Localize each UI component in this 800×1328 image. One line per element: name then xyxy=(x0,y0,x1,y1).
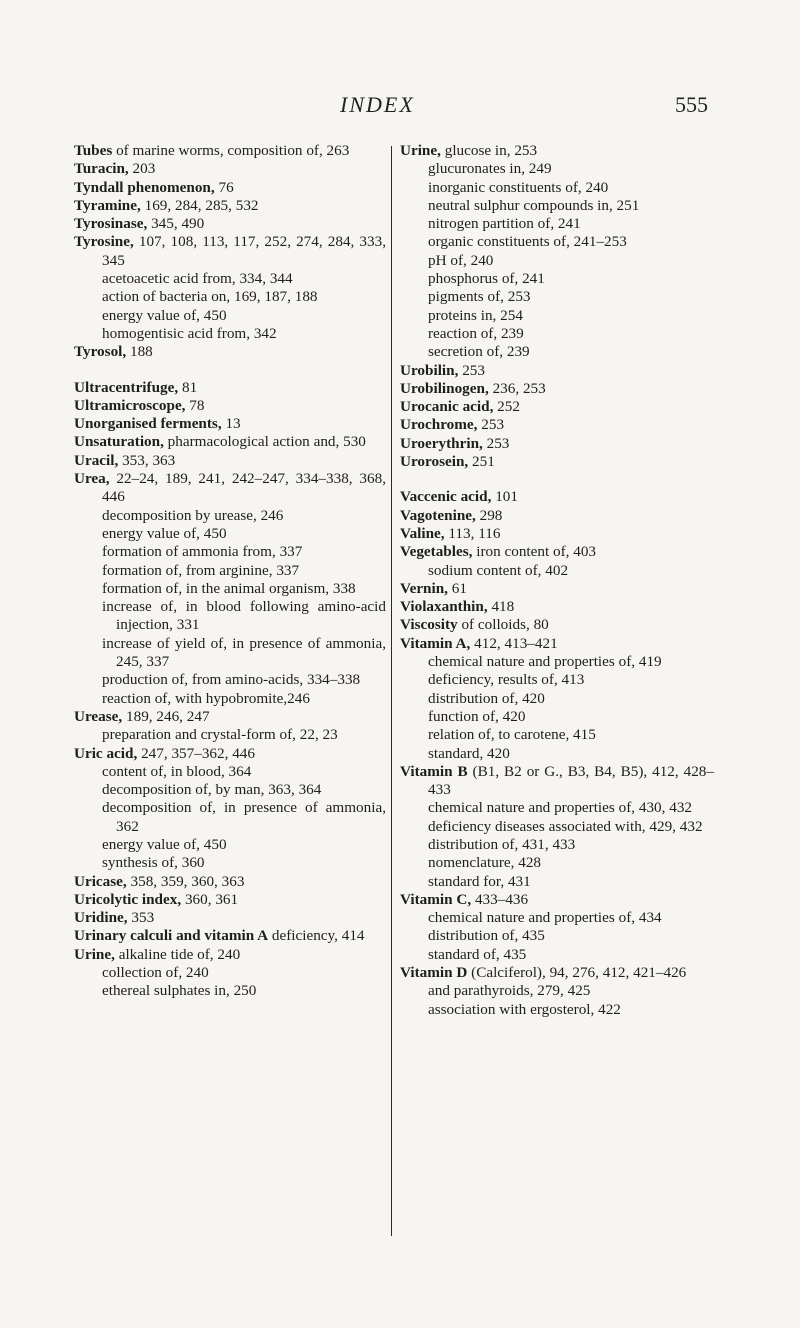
index-entry-pages: 433–436 xyxy=(471,890,529,908)
index-entry xyxy=(74,927,386,945)
index-entry-heading: Viscosity xyxy=(400,616,458,634)
index-subentry-text: action of bacteria on, 169, 187, 188 xyxy=(102,288,318,306)
index-subentry xyxy=(400,818,714,836)
index-subentry-text: standard for, 431 xyxy=(428,872,531,890)
index-subentry xyxy=(400,909,714,927)
index-entry-heading: Vitamin A, xyxy=(400,634,471,652)
index-subentry xyxy=(400,927,714,945)
index-subentry-text: homogentisic acid from, 342 xyxy=(102,324,277,342)
index-subentry-text: secretion of, 239 xyxy=(428,343,530,361)
index-subentry-text: reaction of, with hypobromite,246 xyxy=(102,689,310,707)
index-entry-pages: 113, 116 xyxy=(444,524,501,542)
index-entry-pages: alkaline tide of, 240 xyxy=(114,945,241,963)
index-subentry-text: chemical nature and properties of, 434 xyxy=(428,909,662,927)
index-subentry-text: acetoacetic acid from, 334, 344 xyxy=(102,270,293,288)
index-subentry xyxy=(74,580,386,598)
index-subentry xyxy=(74,690,386,708)
index-entry-heading: Unsaturation, xyxy=(74,433,164,451)
index-entry-pages: 169, 284, 285, 532 xyxy=(140,196,259,214)
index-entry xyxy=(74,452,386,470)
index-entry-pages: 203 xyxy=(128,160,156,178)
index-subentry xyxy=(400,197,714,215)
index-subentry-text: pH of, 240 xyxy=(428,251,494,269)
index-entry-pages: (B1, B2 or G., B3, B4, B5), 412, 428–433 xyxy=(428,762,714,799)
index-subentry-text: association with ergosterol, 422 xyxy=(428,1000,621,1018)
index-subentry xyxy=(400,233,714,251)
index-subentry xyxy=(400,160,714,178)
index-column-right xyxy=(400,142,714,1019)
index-entry xyxy=(74,745,386,763)
index-entry-heading: Urorosein, xyxy=(400,453,469,471)
index-entry-heading: Tyndall phenomenon, xyxy=(74,178,215,196)
section-gap xyxy=(400,471,714,488)
index-subentry-text: synthesis of, 360 xyxy=(102,854,205,872)
index-entry xyxy=(400,380,714,398)
index-subentry xyxy=(74,982,386,1000)
index-entry-heading: Urobilin, xyxy=(400,361,459,379)
index-entry-pages: 360, 361 xyxy=(181,890,239,908)
index-entry xyxy=(74,215,386,233)
index-entry-pages: 251 xyxy=(468,453,495,471)
index-subentry-text: organic constituents of, 241–253 xyxy=(428,233,627,251)
index-subentry xyxy=(74,270,386,288)
index-subentry xyxy=(74,726,386,744)
index-subentry-text: energy value of, 450 xyxy=(102,835,227,853)
index-entry xyxy=(74,873,386,891)
index-entry xyxy=(74,379,386,397)
index-entry-heading: Uridine, xyxy=(74,909,128,927)
index-entry-pages: of marine worms, composition of, 263 xyxy=(112,142,350,159)
column-divider xyxy=(391,146,392,1236)
index-entry xyxy=(74,470,386,507)
index-entry-pages: 353, 363 xyxy=(118,451,176,469)
index-subentry-text: production of, from amino-acids, 334–338 xyxy=(102,671,361,689)
index-subentry-text: increase of yield of, in presence of ammonia, 245, 337 xyxy=(102,634,386,671)
index-entry xyxy=(400,616,714,634)
index-entry xyxy=(74,909,386,927)
index-entry xyxy=(400,635,714,653)
index-subentry-text: neutral sulphur compounds in, 251 xyxy=(428,196,640,214)
index-subentry xyxy=(400,708,714,726)
index-subentry xyxy=(400,836,714,854)
index-subentry-text: pigments of, 253 xyxy=(428,288,531,306)
index-subentry xyxy=(74,635,386,672)
index-subentry xyxy=(400,270,714,288)
index-subentry xyxy=(400,745,714,763)
index-entry-heading: Turacin, xyxy=(74,160,129,178)
index-subentry-text: sodium content of, 402 xyxy=(428,561,569,579)
index-entry-pages: pharmacological action and, 530 xyxy=(163,433,366,451)
index-subentry xyxy=(400,325,714,343)
index-subentry xyxy=(400,653,714,671)
index-entry xyxy=(74,197,386,215)
index-entry-pages: 22–24, 189, 241, 242–247, 334–338, 368, 446 xyxy=(102,470,386,506)
index-entry-pages: 81 xyxy=(178,378,198,396)
index-subentry-text: reaction of, 239 xyxy=(428,324,524,342)
index-subentry xyxy=(400,562,714,580)
index-subentry xyxy=(400,873,714,891)
index-subentry-text: increase of, in blood following amino-acid injection, 331 xyxy=(102,598,386,634)
page-title: INDEX xyxy=(340,92,415,117)
index-subentry-text: relation of, to carotene, 415 xyxy=(428,726,596,744)
index-entry-pages: 61 xyxy=(447,579,467,597)
index-subentry xyxy=(400,252,714,270)
index-subentry-text: inorganic constituents of, 240 xyxy=(428,178,609,196)
index-entry-heading: Vegetables, xyxy=(400,543,473,561)
index-subentry-text: formation of, in the animal organism, 338 xyxy=(102,579,356,597)
index-subentry xyxy=(74,964,386,982)
index-entry-heading: Urochrome, xyxy=(400,416,478,434)
index-subentry-text: formation of ammonia from, 337 xyxy=(102,543,303,561)
index-subentry xyxy=(400,982,714,1000)
index-entry-heading: Urea, xyxy=(74,470,110,488)
index-entry xyxy=(400,580,714,598)
index-entry-heading: Vitamin B xyxy=(400,762,468,780)
page-header xyxy=(0,92,800,122)
index-subentry xyxy=(400,799,714,817)
index-subentry-text: decomposition by urease, 246 xyxy=(102,506,284,524)
index-subentry xyxy=(74,325,386,343)
index-entry xyxy=(400,891,714,909)
index-entry-heading: Tyrosol, xyxy=(74,343,127,361)
index-entry-pages: of colloids, 80 xyxy=(457,616,549,634)
index-entry-pages: 253 xyxy=(458,361,485,379)
index-subentry xyxy=(74,799,386,836)
index-entry-pages: 418 xyxy=(487,598,515,616)
index-entry-heading: Unorganised ferments, xyxy=(74,415,222,433)
index-subentry xyxy=(74,307,386,325)
index-entry-heading: Vitamin C, xyxy=(400,890,472,908)
index-entry-pages: 358, 359, 360, 363 xyxy=(126,872,245,890)
index-entry-heading: Ultracentrifuge, xyxy=(74,378,179,396)
index-entry-pages: 78 xyxy=(185,396,205,414)
index-subentry-text: collection of, 240 xyxy=(102,964,209,982)
index-entry-pages: 353 xyxy=(127,909,155,927)
index-entry xyxy=(74,891,386,909)
index-subentry-text: chemical nature and properties of, 430, 432 xyxy=(428,799,693,817)
index-entry xyxy=(74,160,386,178)
index-entry-heading: Urine, xyxy=(74,945,115,963)
index-entry-pages: 252 xyxy=(493,398,520,416)
index-entry xyxy=(74,343,386,361)
index-subentry-text: nitrogen partition of, 241 xyxy=(428,215,581,233)
index-entry-pages: 345, 490 xyxy=(147,215,205,233)
index-subentry xyxy=(400,671,714,689)
index-subentry xyxy=(400,343,714,361)
index-entry xyxy=(400,525,714,543)
index-entry-pages: 107, 108, 113, 117, 252, 274, 284, 333, 345 xyxy=(102,233,386,269)
index-subentry-text: nomenclature, 428 xyxy=(428,854,542,872)
index-entry-pages: iron content of, 403 xyxy=(472,543,597,561)
index-subentry-text: proteins in, 254 xyxy=(428,306,523,324)
index-column-left xyxy=(74,142,386,1001)
index-subentry-text: and parathyroids, 279, 425 xyxy=(428,982,591,1000)
index-entry-pages: glucose in, 253 xyxy=(440,142,538,159)
index-entry-heading: Valine, xyxy=(400,524,445,542)
index-entry-heading: Urinary calculi and vitamin A xyxy=(74,927,269,945)
index-entry-heading: Violaxanthin, xyxy=(400,598,488,616)
index-subentry-text: function of, 420 xyxy=(428,707,526,725)
index-subentry-text: deficiency diseases associated with, 429, 432 xyxy=(428,817,703,835)
index-entry-pages: 101 xyxy=(491,488,518,506)
index-subentry xyxy=(400,690,714,708)
index-entry xyxy=(400,507,714,525)
index-subentry-text: distribution of, 435 xyxy=(428,927,545,945)
index-entry xyxy=(400,488,714,506)
index-entry-heading: Tubes xyxy=(74,142,113,159)
index-subentry-text: phosphorus of, 241 xyxy=(428,270,545,288)
index-entry-heading: Vernin, xyxy=(400,579,448,597)
index-subentry-text: deficiency, results of, 413 xyxy=(428,671,585,689)
index-subentry xyxy=(400,288,714,306)
index-entry-heading: Uricolytic index, xyxy=(74,890,182,908)
index-entry-heading: Vitamin D xyxy=(400,964,468,982)
index-entry-pages: 247, 357–362, 446 xyxy=(137,744,255,762)
index-entry-pages: 236, 253 xyxy=(488,379,546,397)
index-entry xyxy=(400,142,714,160)
index-subentry xyxy=(400,215,714,233)
index-subentry-text: decomposition of, in presence of ammonia, 362 xyxy=(102,799,386,835)
index-entry-pages: 298 xyxy=(475,506,503,524)
index-entry xyxy=(400,598,714,616)
index-entry xyxy=(74,708,386,726)
index-entry-heading: Vaccenic acid, xyxy=(400,488,492,506)
index-entry-pages: 412, 413–421 xyxy=(470,634,558,652)
index-subentry-text: distribution of, 420 xyxy=(428,689,545,707)
index-subentry xyxy=(74,543,386,561)
index-subentry xyxy=(74,854,386,872)
index-subentry-text: formation of, from arginine, 337 xyxy=(102,561,300,579)
index-subentry-text: decomposition of, by man, 363, 364 xyxy=(102,781,322,799)
index-entry-heading: Tyrosine, xyxy=(74,233,134,251)
index-entry-heading: Uric acid, xyxy=(74,744,138,762)
index-entry-pages: 253 xyxy=(477,416,505,434)
index-entry-pages: 13 xyxy=(221,415,241,433)
index-entry xyxy=(400,543,714,561)
index-entry-heading: Urocanic acid, xyxy=(400,398,494,416)
index-subentry xyxy=(400,1001,714,1019)
index-subentry xyxy=(74,525,386,543)
index-subentry xyxy=(400,726,714,744)
index-subentry xyxy=(74,671,386,689)
index-entry xyxy=(74,397,386,415)
index-entry xyxy=(400,435,714,453)
index-subentry-text: ethereal sulphates in, 250 xyxy=(102,982,257,1000)
index-entry-pages: (Calciferol), 94, 276, 412, 421–426 xyxy=(467,964,687,982)
index-entry xyxy=(400,416,714,434)
index-entry-pages: 189, 246, 247 xyxy=(122,707,210,725)
index-subentry-text: standard of, 435 xyxy=(428,945,527,963)
index-entry-heading: Urobilinogen, xyxy=(400,379,489,397)
index-subentry-text: energy value of, 450 xyxy=(102,306,227,324)
index-entry xyxy=(74,946,386,964)
index-entry-heading: Uracil, xyxy=(74,451,119,469)
index-entry-pages: 253 xyxy=(482,434,510,452)
index-entry xyxy=(400,964,714,982)
index-entry xyxy=(74,179,386,197)
index-subentry xyxy=(74,763,386,781)
index-subentry xyxy=(400,946,714,964)
index-entry-heading: Tyramine, xyxy=(74,196,141,214)
index-subentry-text: distribution of, 431, 433 xyxy=(428,835,576,853)
index-entry-heading: Vagotenine, xyxy=(400,506,476,524)
index-subentry-text: chemical nature and properties of, 419 xyxy=(428,653,662,671)
index-entry-pages: 76 xyxy=(214,178,234,196)
index-subentry-text: energy value of, 450 xyxy=(102,524,227,542)
index-subentry-text: glucuronates in, 249 xyxy=(428,160,552,178)
index-subentry xyxy=(400,854,714,872)
index-subentry xyxy=(74,781,386,799)
index-subentry xyxy=(74,562,386,580)
section-gap xyxy=(74,362,386,379)
index-subentry xyxy=(74,507,386,525)
index-entry xyxy=(400,763,714,800)
index-entry-heading: Ultramicroscope, xyxy=(74,396,186,414)
index-subentry-text: content of, in blood, 364 xyxy=(102,762,252,780)
index-entry xyxy=(74,415,386,433)
index-entry-heading: Uricase, xyxy=(74,872,127,890)
index-entry-heading: Uroerythrin, xyxy=(400,434,483,452)
index-subentry xyxy=(74,836,386,854)
index-subentry xyxy=(74,288,386,306)
index-subentry-text: standard, 420 xyxy=(428,744,510,762)
index-entry-heading: Tyrosinase, xyxy=(74,215,148,233)
index-entry xyxy=(74,142,386,160)
index-subentry-text: preparation and crystal-form of, 22, 23 xyxy=(102,726,338,744)
index-entry xyxy=(74,433,386,451)
index-entry xyxy=(400,398,714,416)
index-entry-pages: deficiency, 414 xyxy=(268,927,365,945)
index-entry-pages: 188 xyxy=(126,343,153,361)
index-subentry xyxy=(74,598,386,635)
index-entry xyxy=(400,453,714,471)
index-subentry xyxy=(400,307,714,325)
page-number: 555 xyxy=(675,92,708,117)
index-entry xyxy=(400,362,714,380)
index-subentry xyxy=(400,179,714,197)
index-entry-heading: Urease, xyxy=(74,707,123,725)
index-entry-heading: Urine, xyxy=(400,142,441,159)
index-entry xyxy=(74,233,386,270)
